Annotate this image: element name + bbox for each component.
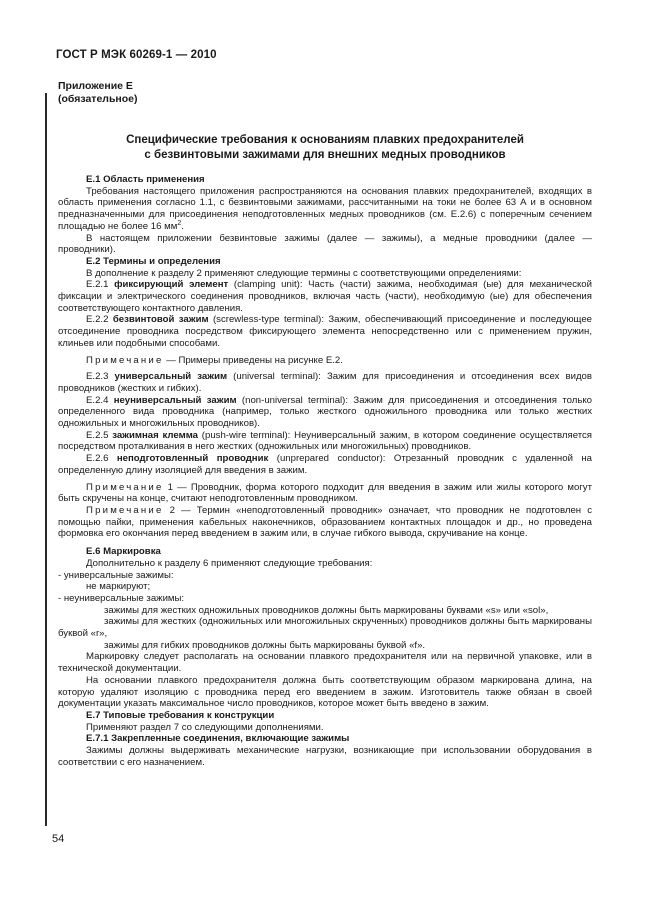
- e6-paragraph-1: Маркировку следует располагать на основании плавкого предохранителя или на первичной упаковке, или в технической документации.: [58, 651, 592, 675]
- e6-universal-item: - универсальные зажимы:: [58, 569, 174, 581]
- section-e1-heading: Е.1 Область применения: [86, 174, 205, 185]
- e7-paragraph-2: Зажимы должны выдерживать механические нагрузки, возникающие при использовании оборудования в соответствии с его назначением.: [58, 745, 592, 768]
- appendix-title-line1: Специфические требования к основаниям плавких предохранителей: [126, 134, 524, 146]
- e6-nonuniversal-item: - неуниверсальные зажимы:: [58, 592, 185, 604]
- note-e2-2: Примечание — Примеры приведены на рисунке Е.2.: [86, 354, 343, 366]
- e1-paragraph-2: В настоящем приложении безвинтовые зажимы (далее — зажимы), а медные проводники (далее — проводники).: [58, 232, 592, 256]
- section-e7-1-heading: Е.7.1 Закрепленные соединения, включающие зажимы: [86, 733, 350, 745]
- section-e6-heading: Е.6 Маркировка: [86, 546, 161, 558]
- e2-intro: В дополнение к разделу 2 применяют следующие термины с соответствующими определениями:: [86, 267, 522, 279]
- term-e2-4: Е.2.4 неуниверсальный зажим (non-universal terminal): Зажим для присоединения и отсоединения только определенного вида проводника (например, только жесткого одножильного проводника или только жестких одножильных и многожильных проводников).: [58, 394, 592, 430]
- term-e2-5: Е.2.5 зажимная клемма (push-wire terminal): Неуниверсальный зажим, в котором соединение осуществляется посредством проталкивания в него жестких (одножильных или многожильных) проводников.: [58, 429, 592, 453]
- term-e2-6: Е.2.6 неподготовленный проводник (unprepared conductor): Отрезанный проводник с удаленной на определенную длину изоляцией для введения в зажим.: [58, 453, 592, 476]
- e6-paragraph-2: На основании плавкого предохранителя должна быть соответствующим образом маркирована длина, на которую удаляют изоляцию с проводника перед его введением в зажим. Изготовитель также обязан в своей документации указать максимальное число проводников, которое может быть введено в зажим.: [58, 674, 592, 710]
- e6-intro: Дополнительно к разделу 6 применяют следующие требования:: [86, 557, 373, 569]
- margin-bar: [45, 93, 47, 826]
- appendix-status: (обязательное): [58, 92, 138, 105]
- e1-paragraph-1: Требования настоящего приложения распространяются на основания плавких предохранителей, входящих в область применения согласно 1.1, с безвинтовыми зажимами, рассчитанными на токи не более 63 А и в основном предназначенными для присоединения неподготовленных медных проводников (см. Е.2.6) с поперечным сечением площадью не более 16 $мм^2$.: [58, 185, 592, 232]
- appendix-title-line2: с безвинтовыми зажимами для внешних медных проводников: [144, 148, 506, 161]
- appendix-label: Приложение Е: [58, 80, 133, 92]
- e6-universal-text: не маркируют;: [86, 581, 151, 593]
- section-e7-heading: Е.7 Типовые требования к конструкции: [86, 709, 275, 721]
- appendix-title: [58, 133, 592, 162]
- e6-nonuniversal-text-3: зажимы для гибких проводников должны быть маркированы буквой «f».: [104, 639, 426, 651]
- document-header: ГОСТ Р МЭК 60269-1 — 2010: [56, 49, 217, 61]
- term-e2-2: Е.2.2 безвинтовой зажим (screwless-type terminal): Зажим, обеспечивающий присоединение и последующее отсоединение проводника посредством фиксирующего элемента непосредственно или с применением пружин, клиньев или подобными способами.: [58, 314, 592, 349]
- e6-nonuniversal-text-2: зажимы для жестких (одножильных или многожильных скрученных) проводников должны быть маркированы буквой «r»,: [58, 616, 592, 640]
- section-e2-heading: Е.2 Термины и определения: [86, 255, 221, 267]
- term-e2-1: Е.2.1 фиксирующий элемент (clamping unit): Часть (части) зажима, необходимая (ые) для механической фиксации и электрического соединения проводников, включая часть (части), необходимую (ые) для обеспечения соответствующего контактного давления.: [58, 279, 592, 314]
- page-content: [58, 80, 592, 768]
- term-e2-3: Е.2.3 универсальный зажим (universal terminal): Зажим для присоединения и отсоединения всех видов проводников (жестких и гибких).: [58, 371, 592, 394]
- note-e2-6-2: Примечание 2 — Термин «неподготовленный проводник» означает, что проводник не подготовлен с помощью пайки, применения кабельных наконечников, образованием контактных площадок и др., но проведена формовка его окончания перед введением в зажим или, в случае гибкого вывода, скручивание на конце.: [58, 504, 592, 540]
- page-number: 54: [52, 833, 65, 845]
- e7-paragraph-1: Применяют раздел 7 со следующими дополнениями.: [86, 721, 324, 733]
- e6-nonuniversal-text-1: зажимы для жестких одножильных проводников должны быть маркированы буквами «s» или «sol»,: [104, 604, 549, 616]
- note-e2-6-1: Примечание 1 — Проводник, форма которого подходит для введения в зажим или жилы которого могут быть скручены на конце, считают неподготовленным проводником.: [58, 481, 592, 505]
